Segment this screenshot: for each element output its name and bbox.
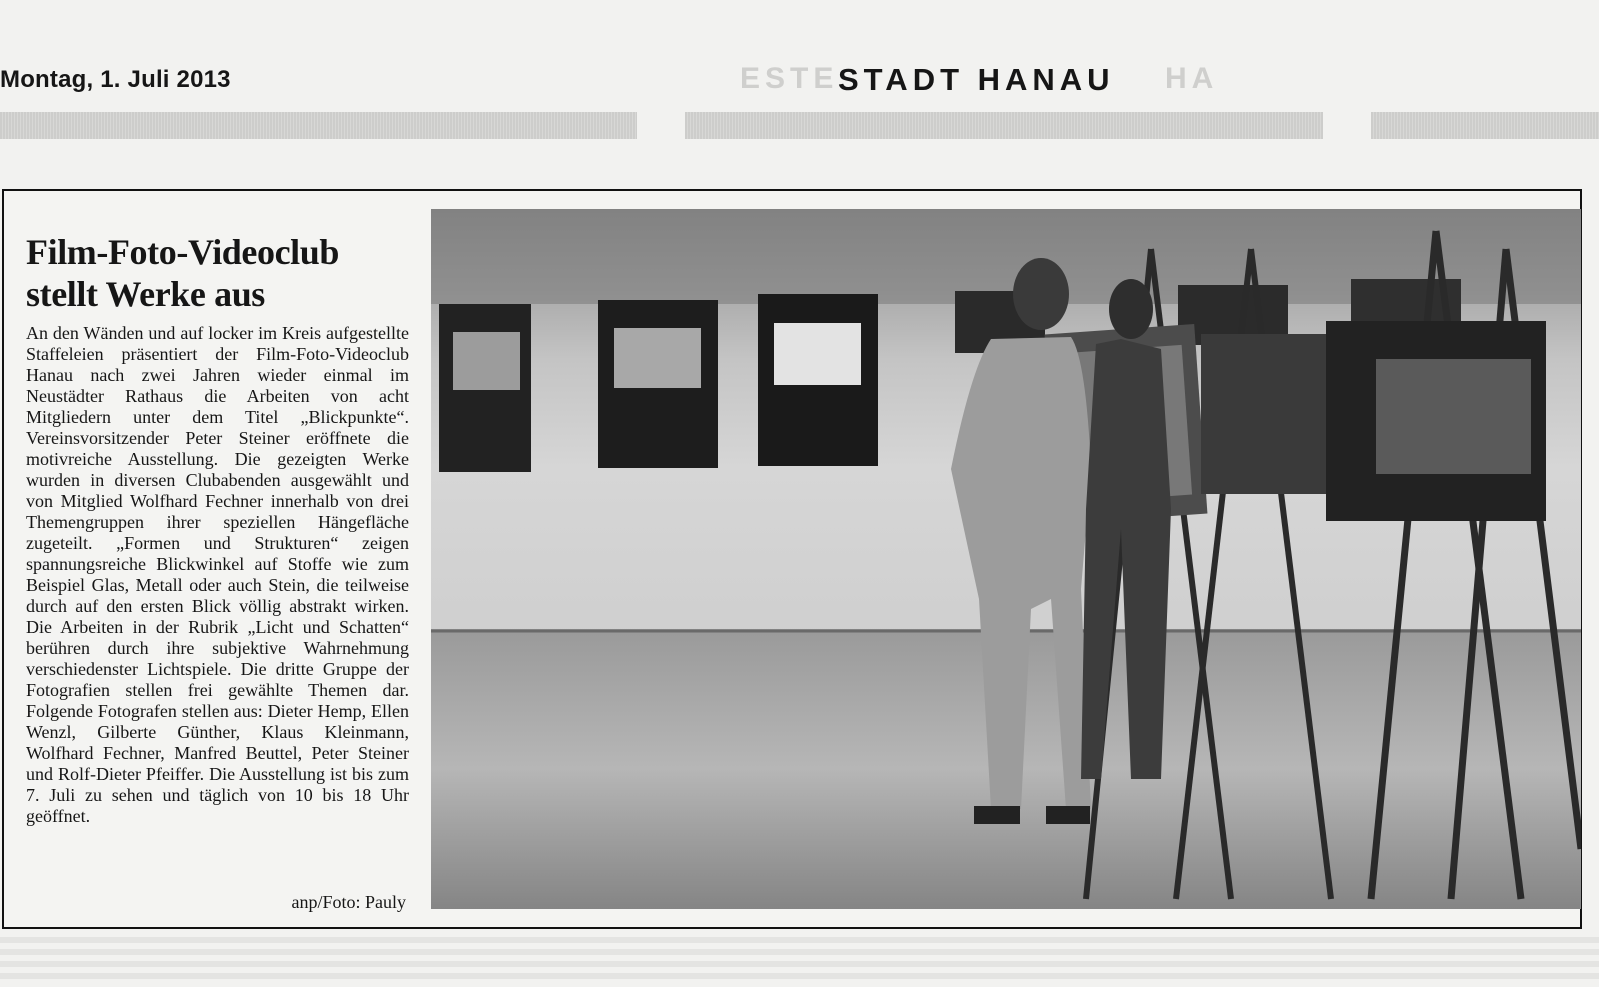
easel-board-back	[1201, 334, 1341, 494]
issue-date: Montag, 1. Juli 2013	[0, 66, 231, 93]
bleed-through-lower-text	[0, 931, 1599, 981]
header-rule-left	[0, 112, 637, 139]
bleed-through-header-right: HA	[1165, 62, 1219, 95]
wall-frame-1	[439, 304, 531, 472]
article-headline	[26, 231, 416, 315]
header-rule-middle	[685, 112, 1323, 139]
headline-line-2: stellt Werke aus	[26, 274, 265, 314]
bleed-through-header-left: ESTE	[740, 62, 839, 95]
wall-frame-2	[598, 300, 718, 468]
article-body: An den Wänden und auf locker im Kreis aufgestellte Staffeleien präsentiert der Film-Foto-Videoclub Hanau nach zwei Jahren wieder einmal im Neustädter Rathaus die Arbeiten von acht Mitgliedern unter dem Titel „Blickpunkte“. Vereinsvorsitzender Peter Steiner eröffnete die motivreiche Ausstellung. Die gezeigten Werke wurden in diversen Clubabenden ausgewählt und von Mitglied Wolfhard Fechner innerhalb von drei Themengruppen ihrer speziellen Hängefläche zugeteilt. „Formen und Strukturen“ zeigen spannungsreiche Blickwinkel auf Stoffe wie zum Beispiel Glas, Metall oder auch Stein, die teilweise durch auf den ersten Blick völlig abstrakt wirken. Die Arbeiten in der Rubrik „Licht und Schatten“ berühren durch ihre subjektive Wahrnehmung verschiedenster Lichtspiele. Die dritte Gruppe der Fotografien stellen frei gewählte Themen dar. Folgende Fotografen stellen aus: Dieter Hemp, Ellen Wenzl, Gilberte Günther, Klaus Kleinmann, Wolfhard Fechner, Manfred Beuttel, Peter Steiner und Rolf-Dieter Pfeiffer. Die Ausstellung ist bis zum 7. Juli zu sehen und täglich von 10 bis 18 Uhr geöffnet.	[26, 323, 409, 826]
headline-line-1: Film-Foto-Videoclub	[26, 232, 340, 272]
header-rule-right	[1371, 112, 1599, 139]
easel-board-right	[1326, 321, 1546, 521]
exhibition-photo	[431, 209, 1581, 909]
photo-credit: anp/Foto: Pauly	[291, 892, 406, 912]
exhibition-photo-illustration	[431, 209, 1581, 909]
wall-frame-3	[758, 294, 878, 466]
section-title: STADT HANAU	[838, 62, 1115, 97]
